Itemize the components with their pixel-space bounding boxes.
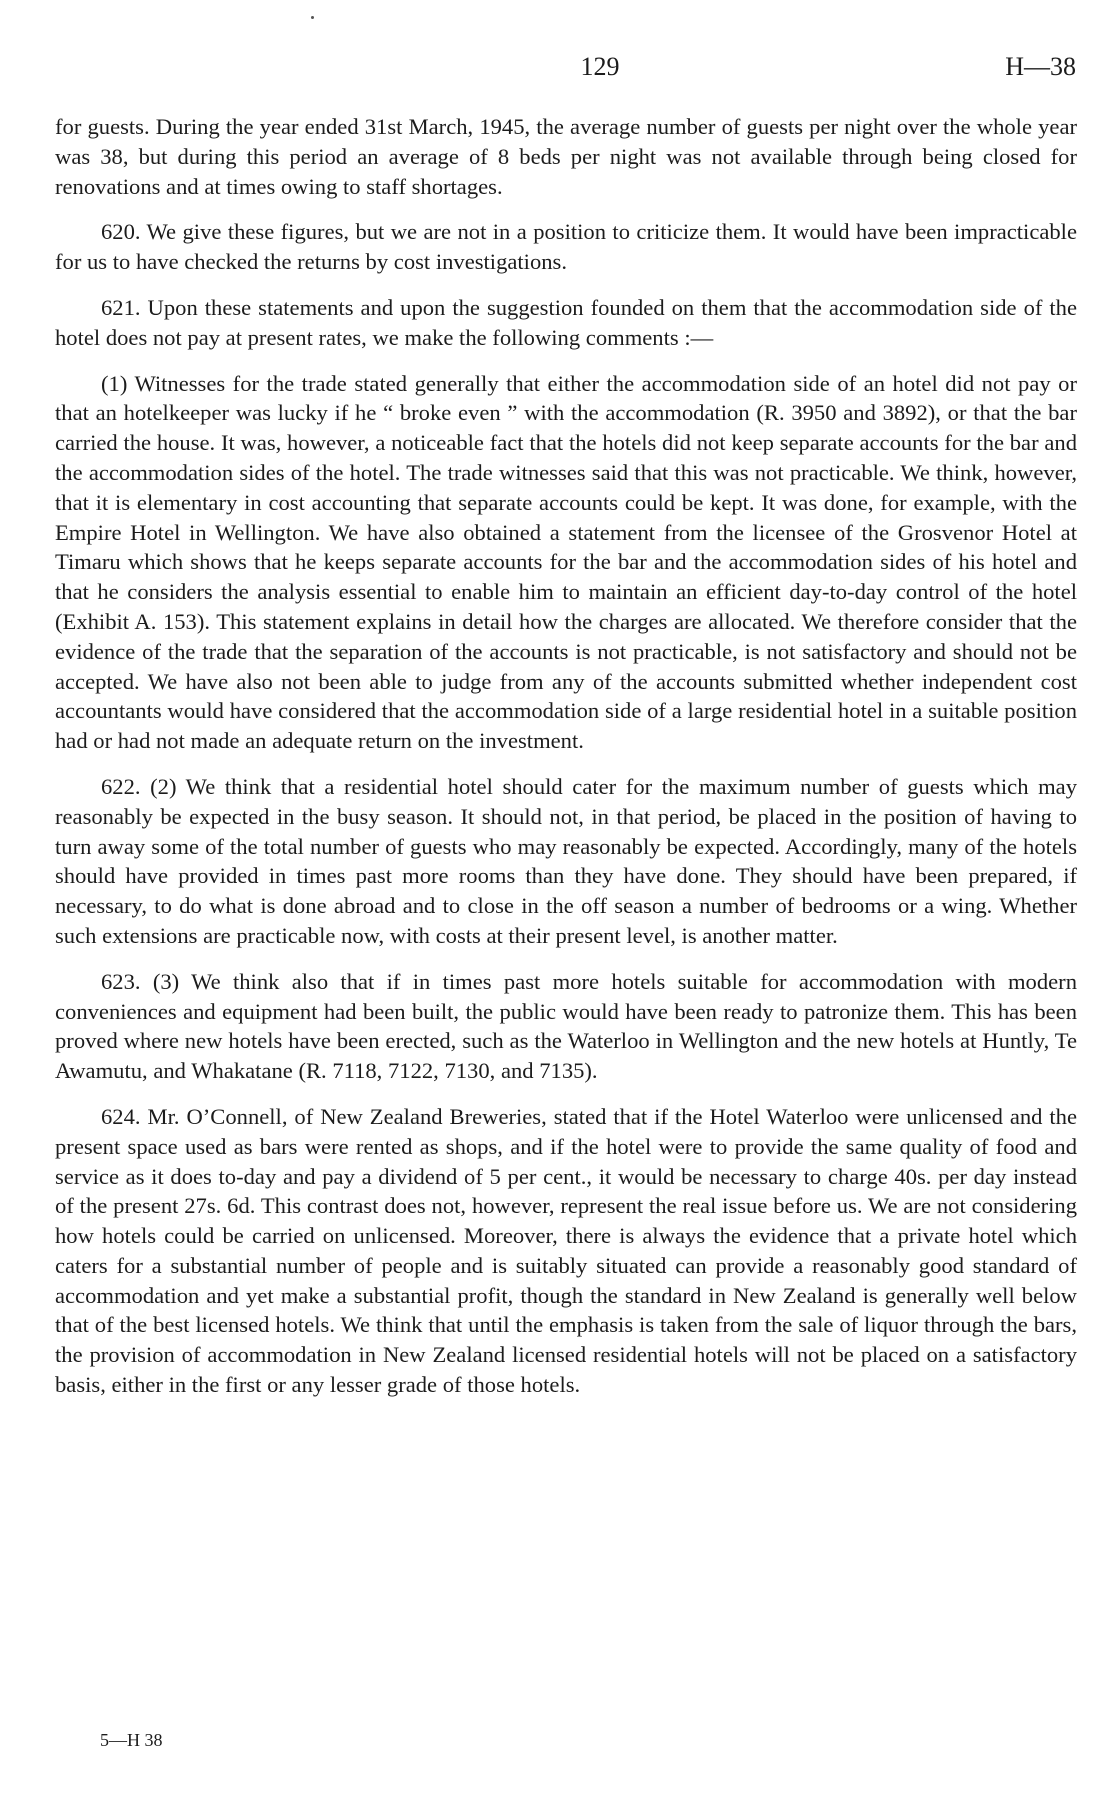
body-text <box>55 112 1077 1416</box>
print-speck <box>311 16 314 19</box>
document-reference: H—38 <box>1005 52 1076 81</box>
paragraph-continuation: for guests. During the year ended 31st March, 1945, the average number of guests per night over the whole year was 38, but during this period an average of 8 beds per night was not available through being closed for renovations and at times owing to staff shortages. <box>55 114 1077 199</box>
paragraph-623: 623. (3) We think also that if in times past more hotels suitable for accommodation with modern conveniences and equipment had been built, the public would have been ready to patronize them. This has been proved where new hotels have been erected, such as the Waterloo in Wellington and the new hotels at Huntly, Te Awamutu, and Whakatane (R. 7118, 7122, 7130, and 7135). <box>55 968 1077 1084</box>
page-header <box>56 52 1076 82</box>
paragraph-620: 620. We give these figures, but we are not in a position to criticize them. It would have been impracticable for us to have checked the returns by cost investigations. <box>55 219 1077 275</box>
page-number: 129 <box>580 52 620 81</box>
signature-mark: 5—H 38 <box>100 1730 163 1750</box>
paragraph-621: 621. Upon these statements and upon the suggestion founded on them that the accommodation side of the hotel does not pay at present rates, we make the following comments :— <box>55 294 1077 350</box>
paragraph-624: 624. Mr. O’Connell, of New Zealand Breweries, stated that if the Hotel Waterloo were unlicensed and the present space used as bars were rented as shops, and if the hotel were to provide the same quality of food and service as it does to-day and pay a dividend of 5 per cent., it would be necessary to charge 40s. per day instead of the present 27s. 6d. This contrast does not, however, represent the real issue before us. We are not considering how hotels could be carried on unlicensed. Moreover, there is always the evidence that a private hotel which caters for a substantial number of people and is suitably situated can provide a reasonably good standard of accommodation and yet make a substantial profit, though the standard in New Zealand is generally well below that of the best licensed hotels. We think that until the emphasis is taken from the sale of liquor through the bars, the provision of accommodation in New Zealand licensed residential hotels will not be placed on a satisfactory basis, either in the first or any lesser grade of those hotels. <box>55 1103 1077 1398</box>
paragraph-622: 622. (2) We think that a residential hotel should cater for the maximum number of guests which may reasonably be expected in the busy season. It should not, in that period, be placed in the position of having to turn away some of the total number of guests who may reasonably be expected. Accordingly, many of the hotels should have provided in times past more rooms than they have done. They should have been prepared, if necessary, to do what is done abroad and to close in the off season a number of bedrooms or a wing. Whether such extensions are practicable now, with costs at their present level, is another matter. <box>55 773 1077 948</box>
paragraph-621-comment-1: (1) Witnesses for the trade stated generally that either the accommodation side of an hotel did not pay or that an hotelkeeper was lucky if he “ broke even ” with the accommodation (R. 3950 and 3892), or that the bar carried the house. It was, however, a noticeable fact that the hotels did not keep separate accounts for the bar and the accommodation sides of the hotel. The trade witnesses said that this was not practicable. We think, however, that it is elementary in cost accounting that separate accounts could be kept. It was done, for example, with the Empire Hotel in Wellington. We have also obtained a statement from the licensee of the Grosvenor Hotel at Timaru which shows that he keeps separate accounts for the bar and the accommodation sides of his hotel and that he considers the analysis essential to enable him to maintain an efficient day-to-day control of the hotel (Exhibit A. 153). This statement explains in detail how the charges are allocated. We therefore consider that the evidence of the trade that the separation of the accounts is not practicable, is not satisfactory and should not be accepted. We have also not been able to judge from any of the accounts submitted whether independent cost accountants would have considered that the accommodation side of a large residential hotel in a suitable position had or had not made an adequate return on the investment. <box>55 370 1077 754</box>
